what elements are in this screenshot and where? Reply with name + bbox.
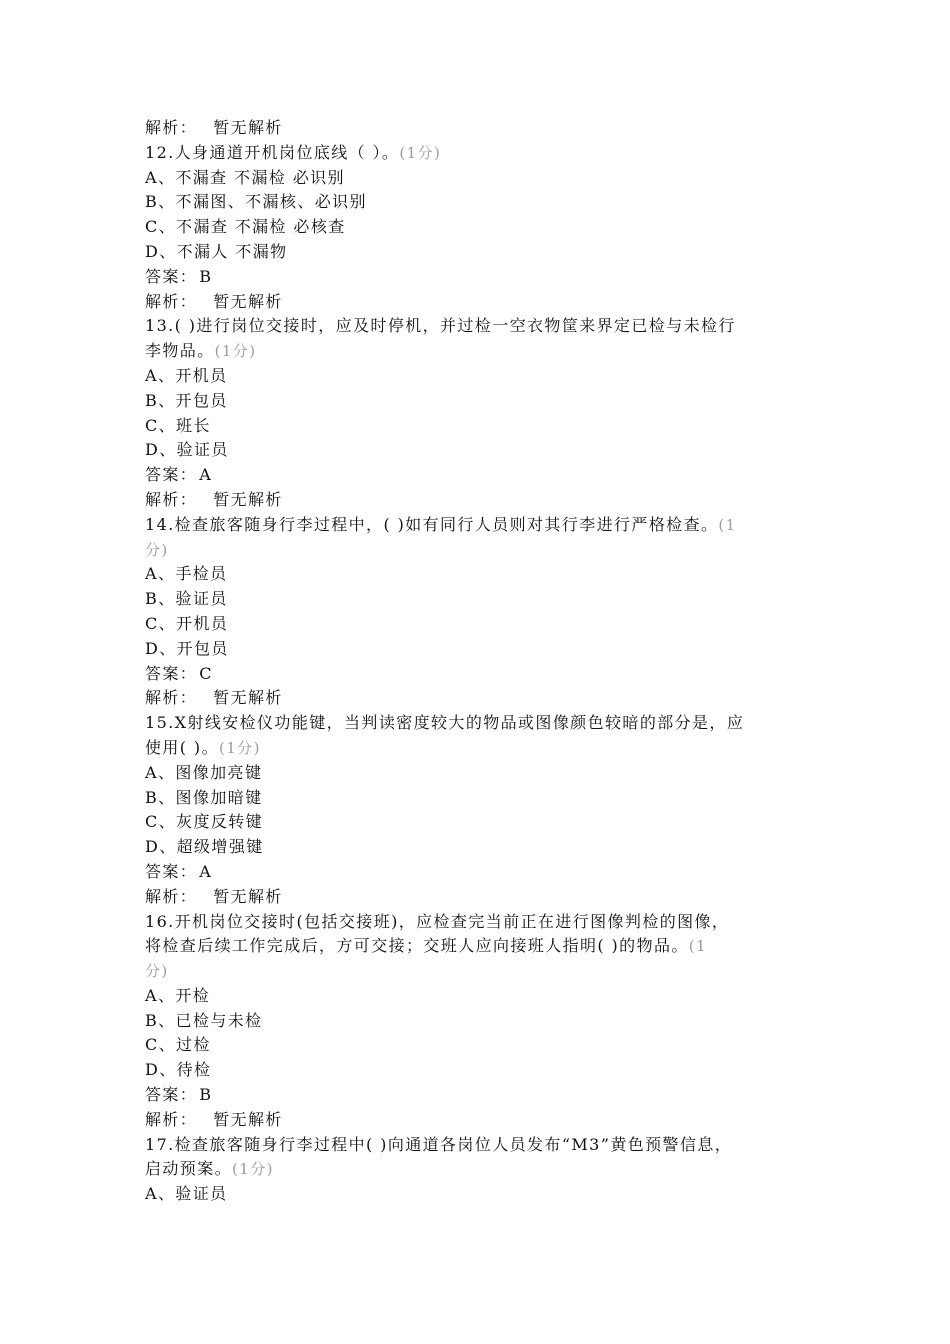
question-15	[145, 711, 815, 909]
analysis-line	[145, 1108, 815, 1133]
option-b: B、图像加暗键	[145, 787, 263, 807]
answer-value: A	[199, 861, 213, 881]
question-stem-line-1: 15.X射线安检仪功能键，当判读密度较大的物品或图像颜色较暗的部分是，应	[145, 713, 745, 733]
question-stem-text: 将检查后续工作完成后，方可交接；交班人应向接班人指明( )的物品。	[145, 936, 689, 956]
question-14	[145, 513, 815, 711]
question-stem-line-2	[145, 538, 815, 563]
option-a: A、图像加亮键	[145, 762, 263, 782]
question-stem-line-1: 13.( )进行岗位交接时，应及时停机，并过检一空衣物筐来界定已检与未检行	[145, 316, 736, 336]
question-score: (1分)	[218, 738, 261, 757]
option-c: C、过检	[145, 1035, 211, 1055]
question-stem-line-1: 16.开机岗位交接时(包括交接班)，应检查完当前正在进行图像判检的图像，	[145, 911, 730, 931]
analysis-label: 解析：	[145, 688, 198, 708]
question-stem-text: 李物品。	[145, 341, 215, 361]
option-c: C、班长	[145, 415, 211, 435]
option-b: B、已检与未检	[145, 1010, 263, 1030]
answer-label: 答案：	[145, 1085, 198, 1105]
option-a: A、手检员	[145, 564, 228, 584]
option-d: D、验证员	[145, 440, 229, 460]
answer-value: C	[199, 663, 213, 683]
question-stem-line-2	[145, 736, 815, 761]
question-stem-text: 14.检查旅客随身行李过程中，( )如有同行人员则对其行李进行严格检查。	[145, 514, 719, 534]
question-stem-line-2	[145, 934, 815, 959]
question-score-part-2: 分)	[145, 962, 169, 981]
question-stem-line-2	[145, 1157, 815, 1182]
option-d: D、待检	[145, 1060, 212, 1080]
analysis-line	[145, 488, 815, 513]
question-score-part-1: (1	[688, 937, 707, 956]
option-b: B、不漏图、不漏核、必识别	[145, 192, 367, 212]
question-stem	[145, 141, 815, 166]
question-stem-line-2	[145, 339, 815, 364]
option-d: D、超级增强键	[145, 837, 264, 857]
question-stem-line-1: 17.检查旅客随身行李过程中( )向通道各岗位人员发布“M3”黄色预警信息，	[145, 1134, 733, 1154]
answer-label: 答案：	[145, 465, 198, 485]
analysis-line	[145, 290, 815, 315]
option-c: C、开机员	[145, 613, 229, 633]
analysis-line	[145, 686, 815, 711]
question-stem-line-3	[145, 959, 815, 984]
question-16	[145, 910, 815, 1133]
option-c: C、不漏查 不漏检 必核查	[145, 217, 346, 237]
question-score: (1分)	[232, 1160, 274, 1179]
option-c: C、灰度反转键	[145, 812, 264, 832]
analysis-value: 暂无解析	[213, 291, 283, 311]
question-score-part-1: (1	[718, 515, 737, 534]
answer-label: 答案：	[145, 266, 198, 286]
answer-value: B	[199, 266, 213, 286]
question-13	[145, 314, 815, 512]
analysis-label: 解析：	[145, 118, 198, 137]
analysis-value: 暂无解析	[213, 886, 283, 906]
answer-value: B	[199, 1085, 213, 1105]
answer-line	[145, 662, 815, 687]
question-score-part-2: 分)	[145, 540, 169, 559]
option-b: B、验证员	[145, 589, 228, 609]
document-page	[145, 116, 815, 1207]
analysis-line	[145, 116, 815, 141]
analysis-label: 解析：	[145, 291, 198, 311]
answer-line	[145, 265, 815, 290]
analysis-value: 暂无解析	[213, 688, 283, 708]
answer-value: A	[199, 465, 213, 485]
analysis-value: 暂无解析	[213, 118, 283, 137]
question-17	[145, 1133, 815, 1207]
analysis-line	[145, 885, 815, 910]
answer-line	[145, 463, 815, 488]
answer-line	[145, 1083, 815, 1108]
answer-line	[145, 860, 815, 885]
option-a: A、开机员	[145, 365, 228, 385]
option-d: D、开包员	[145, 638, 229, 658]
question-score: (1分)	[399, 143, 442, 162]
question-score: (1分)	[214, 342, 257, 361]
option-b: B、开包员	[145, 390, 228, 410]
answer-label: 答案：	[145, 861, 198, 881]
analysis-label: 解析：	[145, 489, 198, 509]
analysis-label: 解析：	[145, 886, 198, 906]
option-a: A、开检	[145, 985, 211, 1005]
analysis-value: 暂无解析	[213, 1109, 283, 1129]
question-stem-text: 使用( )。	[145, 737, 219, 757]
question-stem-text: 12.人身通道开机岗位底线（ ）。	[145, 142, 400, 162]
option-d: D、不漏人 不漏物	[145, 241, 288, 261]
analysis-value: 暂无解析	[213, 489, 283, 509]
question-stem-line-1	[145, 513, 815, 538]
option-a: A、验证员	[145, 1184, 228, 1204]
question-stem-text: 启动预案。	[145, 1159, 233, 1179]
option-a: A、不漏查 不漏检 必识别	[145, 167, 345, 187]
question-12	[145, 141, 815, 315]
analysis-label: 解析：	[145, 1109, 198, 1129]
answer-label: 答案：	[145, 663, 198, 683]
